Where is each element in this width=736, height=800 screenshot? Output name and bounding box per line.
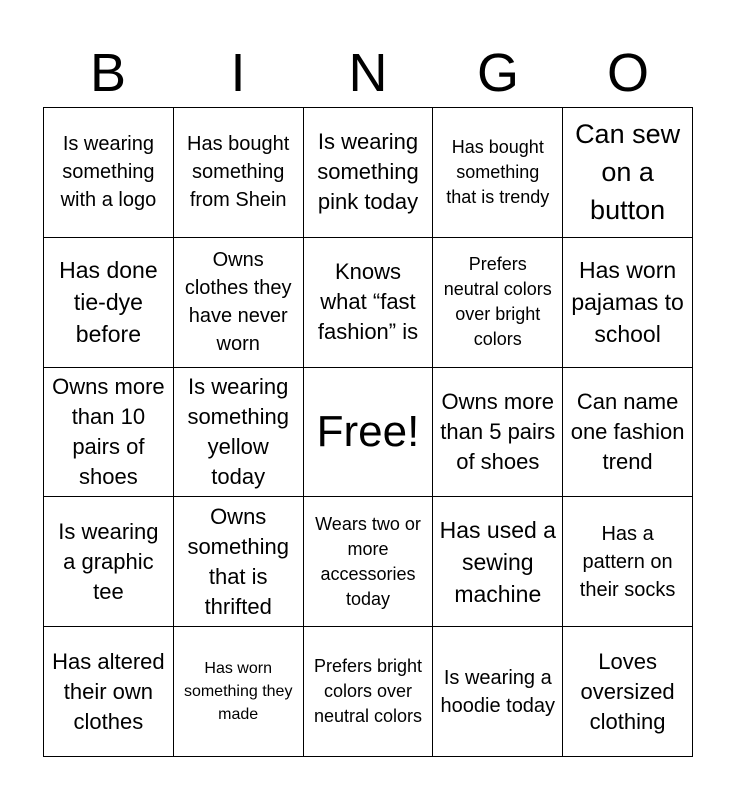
bingo-cell-r4c4[interactable] <box>433 497 563 627</box>
header-letter-n: N <box>348 43 388 103</box>
bingo-cell-r2c3[interactable] <box>304 238 434 368</box>
bingo-cell-text: Has worn something they made <box>183 660 293 724</box>
bingo-cell-r5c5[interactable] <box>563 627 693 757</box>
bingo-cell-text: Has bought something from Shein <box>187 133 290 212</box>
bingo-cell-text: Has altered their own clothes <box>52 648 165 734</box>
header-letter-b: B <box>89 43 127 103</box>
bingo-cell-text: Is wearing something yellow today <box>187 373 289 489</box>
bingo-cell-r1c4[interactable] <box>433 108 563 238</box>
bingo-cell-r5c4[interactable] <box>433 627 563 757</box>
bingo-cell-r3c2[interactable] <box>174 368 304 498</box>
bingo-grid <box>43 107 693 757</box>
bingo-cell-r4c1[interactable] <box>44 497 174 627</box>
bingo-cell-text: Can name one fashion trend <box>570 388 685 474</box>
bingo-cell-text: Has done tie-dye before <box>59 257 158 348</box>
bingo-cell-text: Owns more than 10 pairs of shoes <box>52 373 165 489</box>
bingo-cell-text: Has a pattern on their socks <box>579 522 676 601</box>
bingo-cell-text: Owns clothes they have never worn <box>184 249 292 356</box>
bingo-cell-r2c4[interactable] <box>433 238 563 368</box>
bingo-cell-r1c3[interactable] <box>304 108 434 238</box>
bingo-cell-r2c2[interactable] <box>174 238 304 368</box>
bingo-cell-r1c2[interactable] <box>174 108 304 238</box>
bingo-cell-text: Prefers bright colors over neutral colors <box>313 656 423 727</box>
bingo-cell-r4c5[interactable] <box>563 497 693 627</box>
bingo-cell-text: Is wearing a graphic tee <box>58 518 159 604</box>
bingo-cell-r1c5[interactable] <box>563 108 693 238</box>
bingo-cell-r2c5[interactable] <box>563 238 693 368</box>
bingo-cell-text: Is wearing a hoodie today <box>440 666 556 717</box>
bingo-cell-r5c3[interactable] <box>304 627 434 757</box>
bingo-cell-r4c3[interactable] <box>304 497 434 627</box>
bingo-cell-text: Owns something that is thrifted <box>187 503 289 619</box>
bingo-cell-text: Is wearing something with a logo <box>60 133 157 212</box>
bingo-cell-text: Can sew on a button <box>575 119 681 226</box>
bingo-cell-text: Loves oversized clothing <box>580 648 675 734</box>
header-letter-i: I <box>230 43 246 103</box>
bingo-cell-r4c2[interactable] <box>174 497 304 627</box>
bingo-cell-text: Has used a sewing machine <box>439 516 556 607</box>
bingo-cell-r2c1[interactable] <box>44 238 174 368</box>
header-letter-g: G <box>476 43 519 103</box>
bingo-cell-text: Has worn pajamas to school <box>571 257 684 348</box>
bingo-cell-text: Has bought something that is trendy <box>446 136 550 207</box>
bingo-cell-text: Wears two or more accessories today <box>315 513 421 609</box>
bingo-cell-text: Prefers neutral colors over bright colors <box>443 254 552 350</box>
bingo-cell-free[interactable] <box>304 368 434 498</box>
bingo-cell-r5c1[interactable] <box>44 627 174 757</box>
bingo-cell-text: Owns more than 5 pairs of shoes <box>440 388 556 474</box>
bingo-header <box>43 40 693 106</box>
bingo-cell-r3c5[interactable] <box>563 368 693 498</box>
bingo-cell-r1c1[interactable] <box>44 108 174 238</box>
bingo-cell-text: Is wearing something pink today <box>317 129 419 215</box>
header-letter-o: O <box>606 43 649 103</box>
bingo-cell-text: Free! <box>316 406 420 456</box>
bingo-cell-r5c2[interactable] <box>174 627 304 757</box>
bingo-cell-r3c4[interactable] <box>433 368 563 498</box>
bingo-cell-r3c1[interactable] <box>44 368 174 498</box>
bingo-cell-text: Knows what “fast fashion” is <box>317 259 419 345</box>
